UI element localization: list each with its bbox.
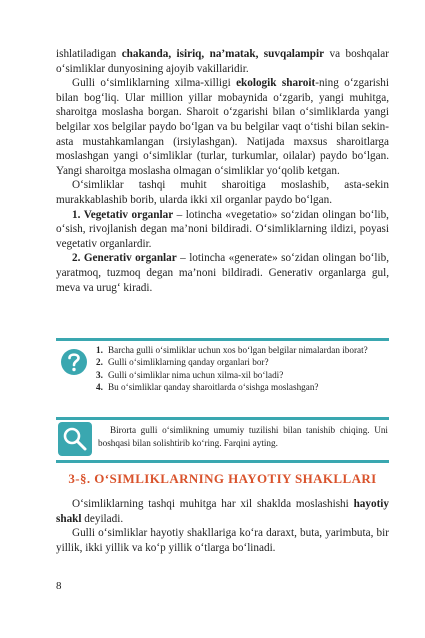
text-run: ishlatiladigan	[56, 48, 122, 60]
magnifier-icon	[58, 422, 92, 456]
question-mark-icon	[60, 347, 88, 377]
task-box	[56, 420, 389, 463]
text-run: va boshqalar o‘simliklar dunyosining ajoyib vakillaridir.	[56, 48, 389, 75]
question-number: 3.	[96, 369, 103, 380]
text-block-top	[56, 47, 389, 295]
text-run: deyiladi.	[81, 512, 124, 525]
questions-list	[96, 344, 388, 394]
bold-term: hayotiy shakl	[56, 498, 389, 525]
question-text: Gulli o‘simliklar nima uchun xilma-xil bo‘ladi?	[108, 369, 284, 380]
question-text: Barcha gulli o‘simliklar uchun xos bo‘lgan belgilar nimalardan iborat?	[108, 345, 368, 355]
paragraph	[56, 497, 389, 526]
question-text: Gulli o‘simliklarning qanday organlari bor?	[108, 357, 269, 368]
questions-box	[56, 338, 389, 420]
text-run: – lotincha «vegetatio» so‘zidan olingan bo‘lib, o‘sish, rivojlanish degan ma’noni bildiradi. O‘simliklarning ildizi, poyasi vegetativ organlardir.	[56, 208, 389, 250]
paragraph	[56, 47, 389, 76]
paragraph	[56, 251, 389, 295]
text-run: O‘simliklarning tashqi muhitga har xil shaklda moslashishi	[72, 498, 354, 510]
paragraph: O‘simliklar tashqi muhit sharoitiga moslashib, asta-sekin murakkablashib borib, ularda ikki xil organlar paydo bo‘lgan.	[56, 179, 389, 206]
page-number: 8	[56, 580, 62, 592]
section-title: 3-§. O‘SIMLIKLARNING HAYOTIY SHAKLLARI	[68, 471, 377, 486]
question-text: Bu o‘simliklar qanday sharoitlarda o‘sishga moslashgan?	[108, 382, 319, 393]
text-run: -ning o‘zgarishi bilan bog‘liq. Ular million yillar mobaynida o‘zgarib, yangi muhitga, sharoitga moslasha borgan. Sharoit o‘zgarishi bilan o‘simliklarda yangi belgilar xos belgilar paydo bo‘lgan va bu belgilar vaqt o‘tishi bilan sekin-asta mustahkamlangan (irsiylashgan). Natijada maxsus sharoitlarga moslashgan yangi o‘simliklar (turlar, turkumlar, oilalar) paydo bo‘lgan. Yangi sharoitga moslasha olmagan o‘simliklar yo‘qolib ketgan.	[56, 77, 389, 177]
paragraph	[56, 76, 389, 178]
question-item	[96, 381, 388, 393]
question-item	[96, 369, 388, 381]
paragraph	[56, 208, 389, 252]
question-number: 2.	[96, 357, 103, 368]
bold-term: chakanda, isiriq, na’matak, suvqalampir	[121, 48, 325, 60]
question-number: 1.	[96, 345, 103, 355]
task-text: Birorta gulli o‘simlikning umumiy tuzilishi bilan tanishib chiqing. Uni boshqasi bilan solishtirib ko‘ring. Farqini ayting.	[98, 425, 388, 448]
bold-term: ekologik sharoit	[236, 77, 316, 90]
paragraph: Gulli o‘simliklar hayotiy shakllariga ko‘ra daraxt, buta, yarimbuta, bir yillik, ikki yillik va ko‘p yillik o‘tlarga bo‘linadi.	[56, 527, 389, 554]
text-run: – lotincha «generate» so‘zidan olingan bo‘lib, yaratmoq, tuzmoq degan ma’noni bildiradi. Generativ organlarga gul, meva va urug‘ kiradi.	[56, 252, 389, 294]
text-block-bottom	[56, 497, 389, 555]
text-run: Gulli o‘simliklarning xilma-xilligi	[72, 77, 237, 90]
bold-term: 1. Vegetativ organlar	[72, 208, 174, 221]
question-item	[96, 356, 388, 368]
bold-term: 2. Generativ organlar	[72, 252, 177, 265]
question-item	[96, 344, 388, 356]
question-number: 4.	[96, 382, 103, 393]
